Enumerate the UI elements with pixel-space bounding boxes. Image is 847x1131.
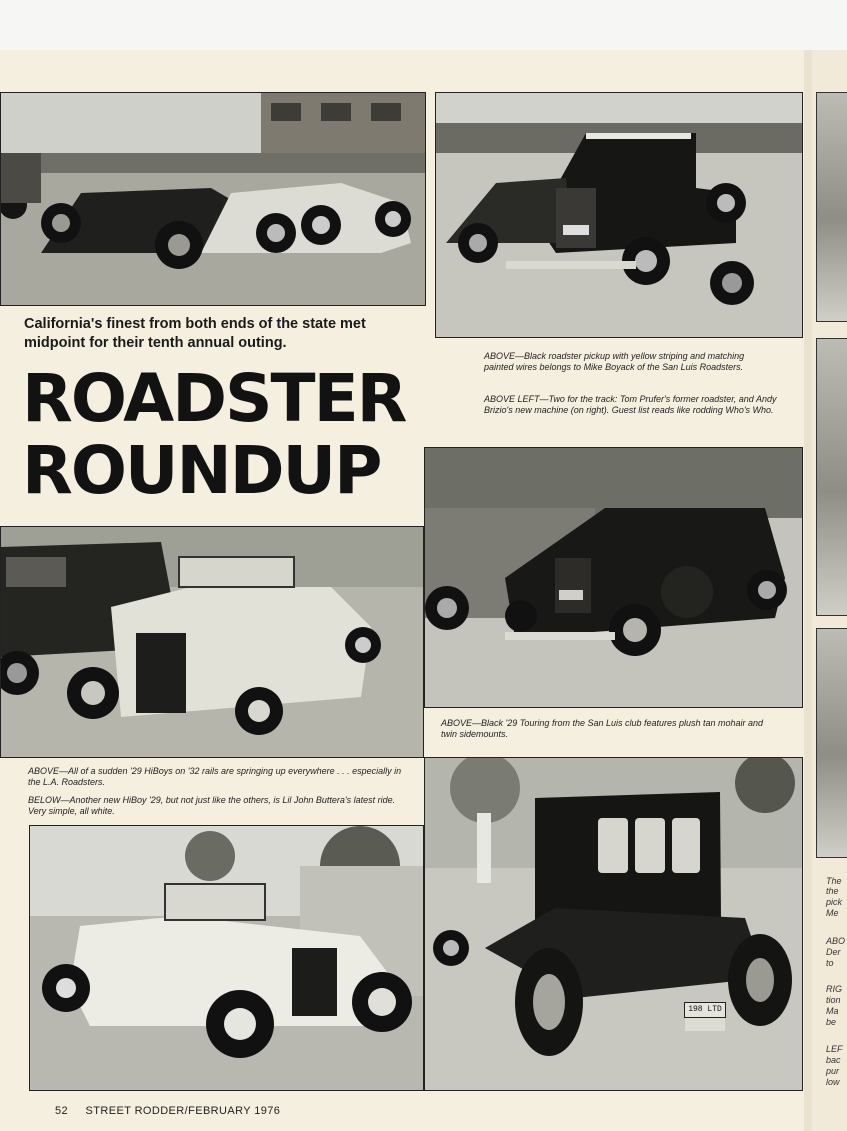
photo-track-roadsters	[0, 92, 426, 306]
next-page-text-fragment: low	[826, 1077, 840, 1087]
photo-hiboy-29	[0, 526, 424, 758]
license-plate: 198 LTD	[684, 1002, 726, 1018]
photo-white-hiboy	[29, 825, 424, 1091]
next-page-text-fragment: LEF	[826, 1044, 843, 1054]
next-page-text-fragment: The	[826, 876, 842, 886]
page-footer	[55, 1105, 294, 1117]
next-page-text-fragment: Me	[826, 908, 839, 918]
photo-black-pickup	[435, 92, 803, 338]
page-number: 52	[55, 1105, 69, 1117]
next-page-photo-1	[816, 92, 847, 322]
next-page-text-fragment: ABO	[826, 936, 846, 946]
next-page-text-fragment: tion	[826, 995, 841, 1005]
next-page-text-fragment: Der	[826, 947, 841, 957]
caption-hiboys: ABOVE—All of a sudden '29 HiBoys on '32 rails are springing up everywhere . . . especially in the L.A. Roadsters.	[28, 766, 402, 787]
caption-track: ABOVE LEFT—Two for the track: Tom Prufer's former roadster, and Andy Brizio's new machine (on right). Guest list reads like rodding Who's Who.	[484, 394, 777, 415]
next-page-photo-3	[816, 628, 847, 858]
publication-line: STREET RODDER/FEBRUARY 1976	[85, 1105, 281, 1117]
photo-black-t-bucket	[424, 757, 803, 1091]
next-page-text-fragment: to	[826, 958, 834, 968]
next-page-text-fragment: pick	[826, 897, 843, 907]
article-title-line2: ROUNDUP	[22, 432, 381, 509]
next-page-photo-2	[816, 338, 847, 616]
next-page-text-fragment: bac	[826, 1055, 841, 1065]
next-page-text-fragment: RIG	[826, 984, 843, 994]
article-tagline: California's finest from both ends of the state met midpoint for their tenth annual outing.	[24, 316, 366, 351]
scan-margin	[0, 0, 847, 50]
next-page-text-fragment: Ma	[826, 1006, 839, 1016]
photo-black-touring	[424, 447, 803, 708]
caption-touring: ABOVE—Black '29 Touring from the San Luis club features plush tan mohair and twin sidemounts.	[441, 718, 764, 739]
next-page-text-fragment: be	[826, 1017, 837, 1027]
caption-white-hiboy: BELOW—Another new HiBoy '29, but not just like the others, is Lil John Buttera's latest ride. Very simple, all white.	[28, 795, 396, 816]
article-title-line1: ROADSTER	[22, 360, 406, 437]
caption-pickup: ABOVE—Black roadster pickup with yellow striping and matching painted wires belongs to Mike Boyack of the San Luis Roadsters.	[484, 351, 745, 372]
next-page-text-fragment: the	[826, 886, 839, 896]
next-page-text-fragment: pur	[826, 1066, 840, 1076]
